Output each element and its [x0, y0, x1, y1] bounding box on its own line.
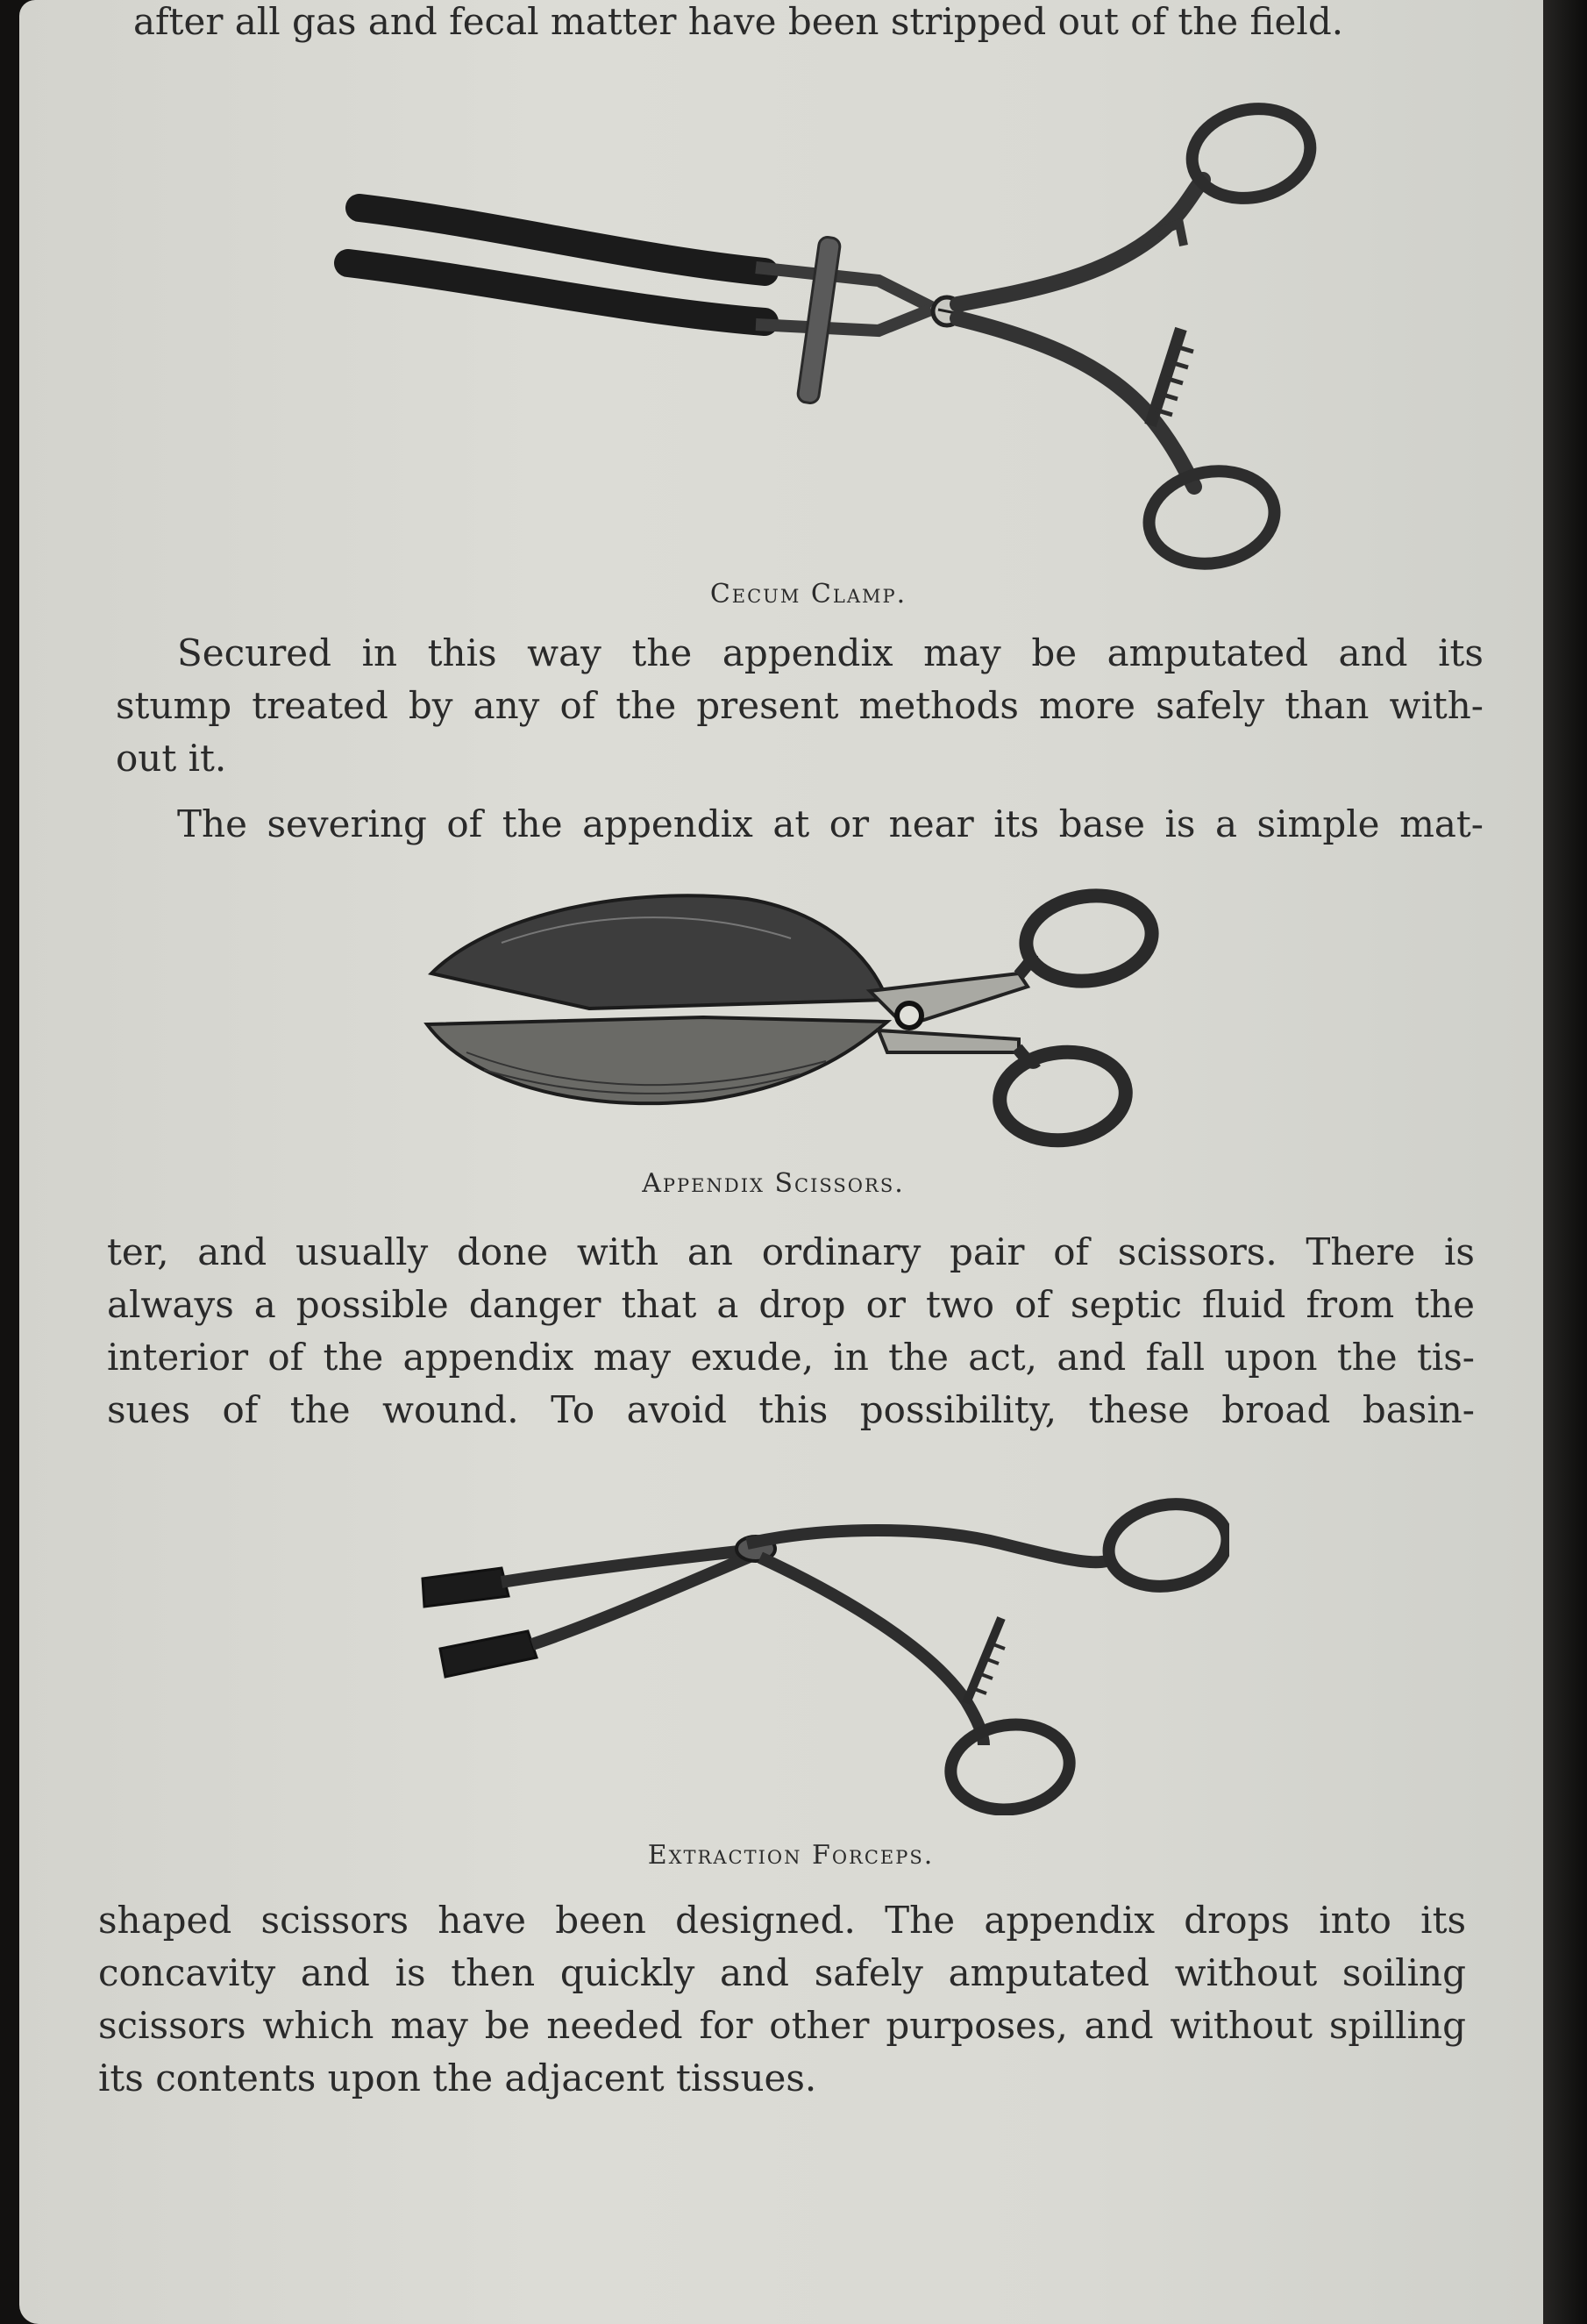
appendix-scissors-illustration — [414, 877, 1185, 1158]
text-line: out it. — [116, 737, 227, 780]
extraction-forceps-drawing — [388, 1473, 1229, 1815]
extraction-forceps-illustration — [388, 1473, 1229, 1815]
text-line: after all gas and fecal matter have been stripped out of the field. — [133, 0, 1344, 43]
book-page — [19, 0, 1543, 2324]
paragraph-4 — [98, 1894, 1466, 2105]
text-line: concavity and is then quickly and safely amputated without soiling — [98, 1951, 1466, 1994]
text-line: interior of the appendix may exude, in the act, and fall upon the tis- — [107, 1336, 1475, 1379]
cecum-clamp-illustration — [317, 101, 1352, 574]
text-line: ter, and usually done with an ordinary pair of scissors. There is — [107, 1230, 1475, 1273]
paragraph-1 — [116, 627, 1484, 785]
text-line: always a possible danger that a drop or two of septic fluid from the — [107, 1283, 1475, 1326]
top-text-fragment — [133, 0, 1405, 44]
text-line: stump treated by any of the present methods more safely than with- — [116, 684, 1484, 727]
figure-caption-appendix-scissors: Appendix Scissors. — [642, 1168, 905, 1199]
text-line: Secured in this way the appendix may be amputated and its — [177, 631, 1484, 674]
appendix-scissors-drawing — [414, 877, 1185, 1158]
text-line: sues of the wound. To avoid this possibility, these broad basin- — [107, 1388, 1475, 1431]
figure-caption-extraction-forceps: Extraction Forceps. — [647, 1840, 935, 1871]
paragraph-3 — [107, 1226, 1475, 1436]
paragraph-2 — [116, 798, 1484, 851]
text-line: scissors which may be needed for other purposes, and without spilling — [98, 2004, 1466, 2047]
slide-frame-edge — [1543, 0, 1587, 2324]
text-line: The severing of the appendix at or near its base is a simple mat- — [177, 802, 1484, 845]
text-line: its contents upon the adjacent tissues. — [98, 2057, 817, 2099]
text-line: shaped scissors have been designed. The appendix drops into its — [98, 1899, 1466, 1942]
cecum-clamp-drawing — [317, 101, 1352, 574]
figure-caption-cecum-clamp: Cecum Clamp. — [709, 579, 907, 610]
